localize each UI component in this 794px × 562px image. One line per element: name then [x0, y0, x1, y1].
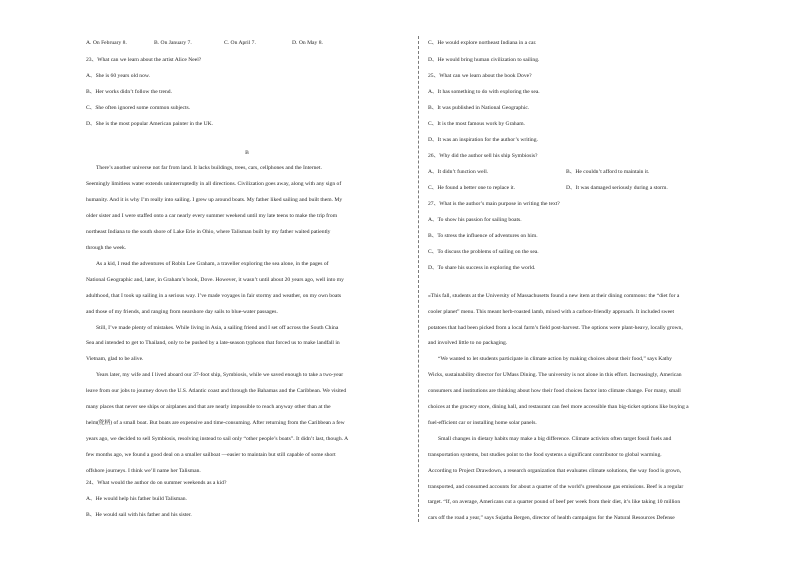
q24-question: 24、What would the author do on summer weekends as a kid? — [86, 480, 227, 486]
q23-option-d: D、She is the most popular American painter in the UK. — [86, 121, 214, 127]
q25-option-d: D、It was an inspiration for the author’s writing. — [428, 137, 538, 143]
passage-b-line: helm(舵柄) of a small boat. But boats are expensive and time-consuming. After returning from the Caribbean a few — [86, 420, 345, 426]
q26-option-b: B、He couldn’t afford to maintain it. — [566, 169, 650, 175]
passage-c-line: consumers and institutions are thinking about how their food choices factor into climate change. For many, small — [428, 388, 681, 394]
column-divider — [418, 36, 419, 522]
q25-question: 25、What can we learn about the book Dove? — [428, 73, 532, 79]
passage-b-line: many places that never see ships or airplanes and that are nearly impossible to reach anyway other than at the — [86, 404, 331, 410]
passage-c-line: and involved little to no packaging. — [428, 340, 508, 346]
passage-b-line: Seemingly limitless water extends uninterruptedly in all directions. Civilization goes away, along with any sign of — [86, 181, 342, 187]
q24-option-d: D、He would bring human civilization to sailing. — [428, 57, 540, 63]
q25-option-c: C、It is the most famous work by Graham. — [428, 121, 525, 127]
q23-question: 23、What can we learn about the artist Alice Neel? — [86, 57, 202, 63]
passage-b-line: adulthood, that I took up sailing in a serious way. I’ve made voyages in fair stormy and weather, on my own boats — [86, 293, 342, 299]
q23-option-b: B、Her works didn’t follow the trend. — [86, 89, 172, 95]
passage-b-line: offshore journeys. I think we’ll name her Talisman. — [86, 468, 201, 474]
passage-b-line: National Geographic and, later, in Graham’s book, Dove. However, it wasn’t until about 20 years ago, well into my — [86, 277, 344, 283]
q24-option-a: A、He would help his father build Talisman. — [86, 496, 187, 502]
passage-b-line: humanity. And it is why I’m really into sailing. I grew up around boats. My father liked sailing and built them. My — [86, 197, 343, 203]
passage-b-line: through the week. — [86, 245, 127, 251]
passage-b-line: Sea and intended to get to Thailand, only to be pushed by a late-season typhoon that forced us to make landfall in — [86, 340, 340, 346]
q26-option-a: A、It didn’t function well. — [428, 169, 489, 175]
q23-option-c: C、She often ignored some common subjects. — [86, 105, 191, 111]
passage-b-line: and those of my friends, and ranging from nearshore day sails to blue-water passages. — [86, 309, 278, 315]
passage-c-line: choices at the grocery store, dining hall, and restaurant can feel more accessible than big-ticket options like buying a — [428, 404, 689, 410]
passage-b-line: leave from our jobs to journey down the U.S. Atlantic coast and through the Bahamas and the Caribbean. We visited — [86, 388, 347, 394]
passage-c-line: According to Project Drawdown, a research organization that evaluates climate solutions, the way food is grown, — [428, 468, 682, 474]
passage-c-line: target. “If, on average, Americans cut a quarter pound of beef per week from their diet, it’s like taking 10 million — [428, 499, 681, 505]
q27-option-a: A、To show his passion for sailing boats. — [428, 217, 522, 223]
passage-b-line: Vietnam, glad to be alive. — [86, 356, 144, 362]
passage-c-line: «This fall, students at the University of Massachusetts found a new item at their dining commons: the “diet for a — [428, 293, 680, 299]
passage-b-line: northeast Indiana to the south shore of Lake Erie in Ohio, where Talisman built by my father waited patiently — [86, 229, 331, 235]
q27-option-b: B、To stress the influence of adventures on him. — [428, 233, 538, 239]
q27-option-d: D、To share his success in exploring the world. — [428, 265, 536, 271]
section-b-title: B — [245, 150, 249, 156]
passage-c-line: potatoes that had been picked from a local farm’s field post-harvest. The options were plant-heavy, locally grown, — [428, 325, 683, 331]
passage-b-line: As a kid, I read the adventures of Robin Lee Graham, a traveller exploring the sea alone, in the pages of — [96, 261, 329, 267]
passage-c-line: fuel-efficient car or installing home solar panels. — [428, 420, 537, 426]
passage-c-line: “We wanted to let students participate in climate action by making choices about their food,” says Kathy — [438, 356, 672, 362]
passage-c-line: transportation systems, but studies point to the food systems a significant contributor to global warming. — [428, 452, 662, 458]
passage-b-line: older sister and I were staffed onto a car nearly every summer weekend until my late teens to make the trip from — [86, 213, 338, 219]
q25-option-a: A、It has something to do with exploring the sea. — [428, 89, 540, 95]
q27-question: 27、What is the author’s main purpose in writing the text? — [428, 201, 560, 207]
passage-b-line: Years later, my wife and I lived aboard our 37-foot ship, Symbiosis, while we saved enough to take a two-year — [96, 372, 344, 378]
q26-question: 26、Why did the author sell his ship Symbiosis? — [428, 153, 538, 159]
passage-c-line: Wicks, sustainability director for UMass Dining. The university is not alone in this effort. Increasingly, American — [428, 372, 682, 378]
passage-b-line: Still, I’ve made plenty of mistakes. While living in Asia, a sailing friend and I set off across the South China — [96, 325, 339, 331]
passage-c-line: cars off the road a year,” says Sujatha Bergen, director of health campaigns for the Natural Resources Defense — [428, 515, 675, 521]
q22-option-b: B. On January 7. — [154, 40, 192, 46]
passage-c-line: cooler planet” menu. This meant herb-roasted lamb, mixed with a carbon-friendly approach. It included sweet — [428, 309, 675, 315]
q26-option-c: C、He found a better one to replace it. — [428, 185, 515, 191]
q24-option-b: B、He would sail with his father and his sister. — [86, 512, 192, 518]
q27-option-c: C、To discuss the problems of sailing on the sea. — [428, 249, 539, 255]
q22-option-c: C. On April 7. — [224, 40, 256, 46]
q22-option-a: A. On February 8. — [86, 40, 127, 46]
passage-c-line: transported, and consumed accounts for about a quarter of the world’s greenhouse gas emissions. Beef is a regular — [428, 484, 684, 490]
q26-option-d: D、It was damaged seriously during a storm. — [566, 185, 668, 191]
q25-option-b: B、It was published in National Geographic. — [428, 105, 530, 111]
passage-b-line: few months ago, we found a good deal on a smaller sailboat —easier to maintain but still capable of some short — [86, 452, 336, 458]
q23-option-a: A、She is 60 years old now. — [86, 73, 150, 79]
passage-b-line: There’s another universe not far from land. It lacks buildings, trees, cars, cellphones and the Internet. — [96, 165, 322, 171]
q22-option-d: D. On May 8. — [292, 40, 323, 46]
passage-c-line: Small changes in dietary habits may make a big difference. Climate activists often target fossil fuels and — [438, 436, 672, 442]
passage-b-line: years ago, we decided to sell Symbiosis, resolving instead to sail only “other people’s boats”. It didn’t last, though. A — [86, 436, 349, 442]
q24-option-c: C、He would explore northeast Indiana in a car. — [428, 40, 537, 46]
